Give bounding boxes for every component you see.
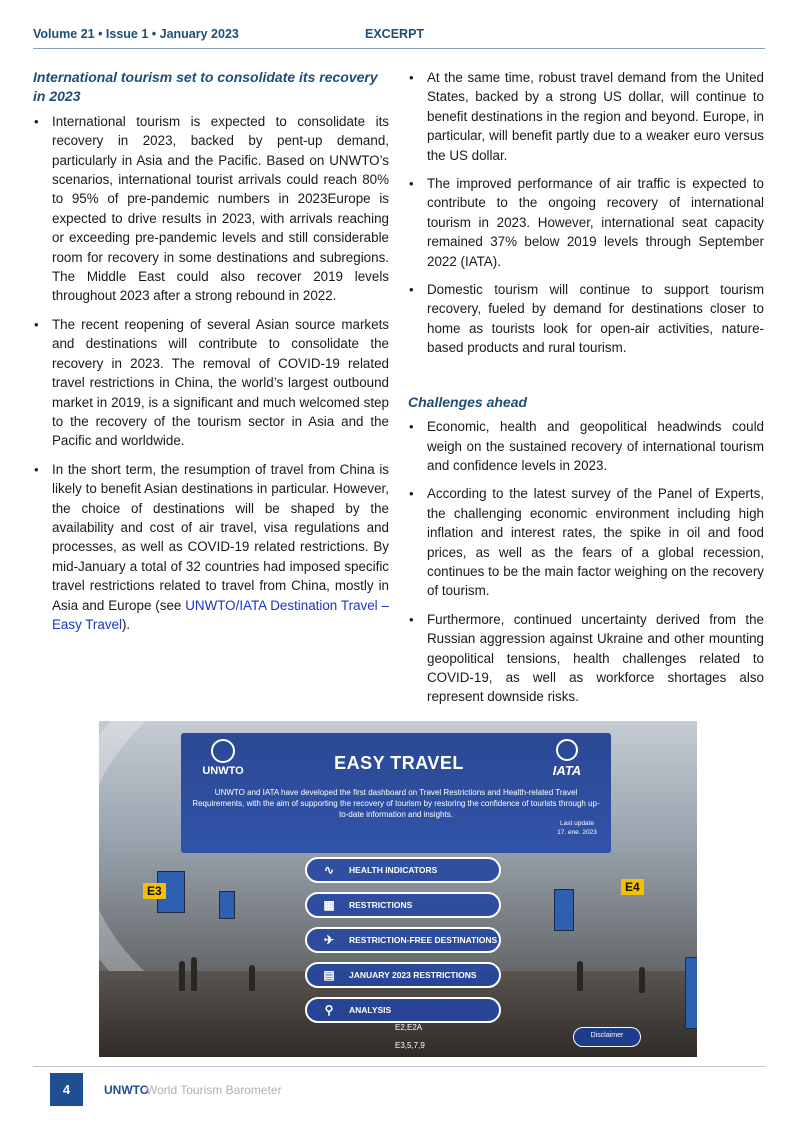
list-item: • Domestic tourism will continue to support tourism recovery, fueled by demand for destinations closer to home as tourists look for open-air activities, nature-based products and rural tourism.: [408, 280, 764, 358]
list-item: • Economic, health and geopolitical headwinds could weigh on the sustained recovery of international tourism and confidence levels in 2023.: [408, 417, 764, 475]
page-header: [33, 27, 765, 49]
list-item: • International tourism is expected to consolidate its recovery in 2023, backed by pent-up demand, particularly in Asia and the Pacific. Based on UNWTO’s scenarios, international tourist arrivals could reach 80% to 95% of pre-pandemic numbers in 2023Europe is expected to drive results in 2023, with arrivals reaching or exceeding pre-pandemic levels and still considerable room for recovery in some destinations and subregions. The Middle East could also recover 2019 levels throughout 2023 after a strong rebound in 2022.: [33, 112, 389, 306]
globe-icon: [211, 739, 235, 763]
info-screen: [219, 891, 235, 919]
info-screen: [554, 889, 574, 931]
traveler-silhouette: [249, 965, 255, 991]
last-update-date: 17. ene. 2023: [557, 829, 597, 836]
traveler-silhouette: [179, 961, 185, 991]
section-title-recovery: International tourism set to consolidate its recovery in 2023: [33, 69, 378, 105]
issue-info: Volume 21 • Issue 1 • January 2023: [33, 27, 239, 41]
last-update-label: Last update: [560, 820, 594, 827]
menu-button-label: HEALTH INDICATORS: [349, 865, 438, 875]
restrictions-button[interactable]: [305, 892, 501, 918]
footer-publication: World Tourism Barometer: [146, 1083, 282, 1097]
unwto-logo-text: UNWTO: [202, 765, 244, 777]
unwto-logo: [201, 739, 245, 779]
footer-brand: UNWTO: [104, 1083, 150, 1097]
list-item: • According to the latest survey of the Panel of Experts, the challenging economic environment including high inflation and interest rates, the spike in oil and food prices, as well as the fears of a global recession, continues to be the main factor weighing on the recovery of tourism.: [408, 484, 764, 600]
last-update: [547, 819, 607, 837]
gate-sign-left: E3: [143, 883, 166, 899]
section-title-challenges: Challenges ahead: [408, 393, 528, 410]
info-screen: [685, 957, 697, 1029]
iata-logo-text: IATA: [552, 763, 582, 778]
menu-button-label: ANALYSIS: [349, 1005, 392, 1015]
list-item: • Furthermore, continued uncertainty derived from the Russian aggression against Ukraine and other mounting geopolitical tensions, health challenges related to COVID-19, as well as workforce shortages also represent downside risks.: [408, 610, 764, 707]
january-2023-restrictions-button[interactable]: [305, 962, 501, 988]
restriction-free-destinations-button[interactable]: [305, 927, 501, 953]
dashboard-description: UNWTO and IATA have developed the first dashboard on Travel Restrictions and Health-related Travel Requirements, with the aim of supporting the recovery of tourism by restoring the confidence of tourists through up-to-date information and insights.: [192, 788, 600, 819]
health-indicators-button[interactable]: [305, 857, 501, 883]
left-column: [33, 68, 389, 643]
calendar-icon: ▤: [323, 968, 335, 982]
bullet-text-end: ).: [121, 616, 131, 632]
list-item: • The improved performance of air traffic is expected to contribute to the ongoing recovery of international tourism in 2023. However, international seat capacity remained 37% below 2019 levels through September 2022 (IATA).: [408, 174, 764, 271]
right-column: [408, 68, 764, 716]
footer-divider: [33, 1066, 765, 1067]
menu-button-label: JANUARY 2023 RESTRICTIONS: [349, 970, 477, 980]
traveler-silhouette: [191, 957, 197, 991]
passport-icon: ▦: [323, 898, 335, 912]
list-item: • The recent reopening of several Asian source markets and destinations will contribute to consolidate the recovery in 2023. The removal of COVID-19 related travel restrictions in China, the world’s largest outbound market in 2019, is a significant and much welcomed step to the recovery of the tourism sector in Asia and the Pacific and worldwide.: [33, 315, 389, 451]
airplane-icon: ✈: [323, 933, 335, 947]
gate-direction-1: E2,E2A: [395, 1023, 423, 1032]
outlook-bullet-list: [408, 68, 764, 358]
analysis-button[interactable]: [305, 997, 501, 1023]
list-item: [33, 460, 389, 635]
disclaimer-button[interactable]: Disclaimer: [573, 1027, 641, 1047]
traveler-silhouette: [577, 961, 583, 991]
challenges-bullet-list: [408, 417, 764, 707]
dashboard-title: EASY TRAVEL: [334, 753, 464, 773]
pulse-icon: ∿: [323, 863, 335, 877]
globe-icon: [556, 739, 578, 761]
list-item: • At the same time, robust travel demand from the United States, backed by a strong US dollar, will continue to benefit destinations in the region and beyond. Europe, in particular, will benefit partly due to a weaker euro versus the US dollar.: [408, 68, 764, 165]
section-label: EXCERPT: [365, 27, 425, 41]
analysis-icon: ⚲: [324, 1003, 334, 1017]
traveler-silhouette: [639, 967, 645, 993]
iata-logo: [539, 739, 595, 779]
bullet-text: In the short term, the resumption of travel from China is likely to benefit Asian destinations in particular. However, the choice of destinations will be shaped by the availability and cost of air travel, visa regulations and processes, as well as COVID-19 related restrictions. By mid-January a total of 32 countries had imposed specific travel restrictions related to travel from China, mostly in Asia and Europe (see: [52, 461, 389, 613]
easy-travel-link[interactable]: UNWTO/IATA Destination Travel – Easy Travel: [52, 597, 389, 632]
recovery-bullet-list: [33, 112, 389, 635]
header-divider: [33, 48, 765, 49]
page-number: 4: [50, 1073, 83, 1106]
menu-button-label: RESTRICTION-FREE DESTINATIONS: [349, 935, 498, 945]
gate-sign-right: E4: [621, 879, 644, 895]
gate-direction-2: E3,5,7,9: [395, 1041, 425, 1050]
menu-button-label: RESTRICTIONS: [349, 900, 413, 910]
easy-travel-dashboard-image: [99, 721, 697, 1057]
